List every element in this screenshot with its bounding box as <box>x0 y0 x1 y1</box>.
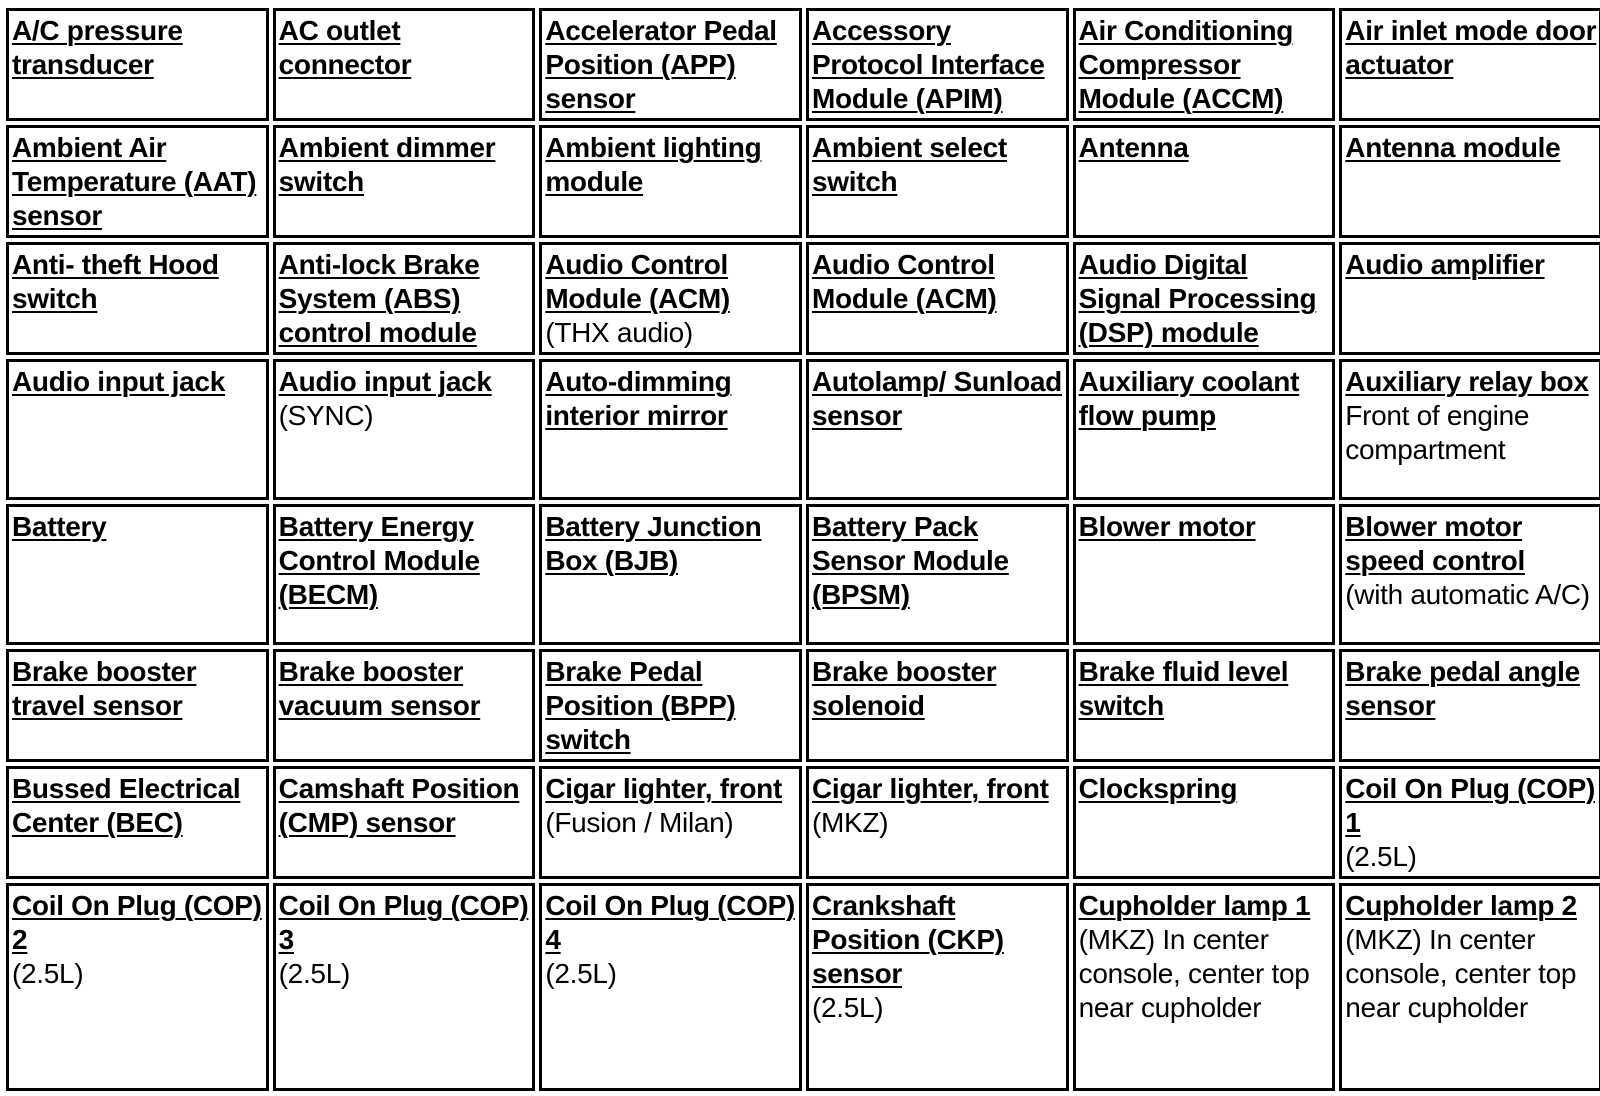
component-cell <box>539 883 802 1091</box>
component-link[interactable]: Air inlet mode door actuator <box>1345 15 1597 80</box>
component-link[interactable]: Coil On Plug (COP) 4 <box>545 890 796 955</box>
component-location-note: (Fusion / Milan) <box>545 807 734 838</box>
component-link[interactable]: Audio input jack <box>278 366 492 397</box>
component-link[interactable]: Ambient Air Temperature (AAT) sensor <box>12 132 257 231</box>
component-cell <box>6 883 269 1091</box>
component-link[interactable]: Antenna <box>1078 132 1189 163</box>
component-link[interactable]: Brake fluid level switch <box>1078 656 1289 721</box>
component-link[interactable]: Brake pedal angle sensor <box>1345 656 1580 721</box>
component-link[interactable]: Anti- theft Hood switch <box>12 249 219 314</box>
component-cell <box>273 359 536 500</box>
component-cell <box>1073 883 1336 1091</box>
component-cell <box>1339 504 1600 645</box>
component-cell <box>1073 125 1336 238</box>
component-cell <box>273 766 536 879</box>
component-location-note: (2.5L) <box>545 958 617 989</box>
component-link[interactable]: Battery Pack Sensor Module (BPSM) <box>811 511 1009 610</box>
component-link[interactable]: Antenna module <box>1345 132 1561 163</box>
component-link[interactable]: Brake booster solenoid <box>811 656 997 721</box>
component-link[interactable]: Cigar lighter, front <box>811 773 1049 804</box>
component-link[interactable]: Camshaft Position (CMP) sensor <box>278 773 520 838</box>
component-cell <box>806 766 1069 879</box>
component-cell <box>539 766 802 879</box>
component-link[interactable]: Cupholder lamp 2 <box>1345 890 1577 921</box>
component-cell <box>6 504 269 645</box>
component-cell <box>6 242 269 355</box>
component-link[interactable]: Coil On Plug (COP) 1 <box>1345 773 1595 838</box>
component-cell <box>1073 359 1336 500</box>
component-cell <box>539 242 802 355</box>
component-cell <box>1073 766 1336 879</box>
component-cell <box>806 8 1069 121</box>
component-link[interactable]: Auxiliary coolant flow pump <box>1078 366 1300 431</box>
component-location-note: (2.5L) <box>811 992 884 1023</box>
component-link[interactable]: Auxiliary relay box <box>1345 366 1589 397</box>
component-link[interactable]: Blower motor <box>1078 511 1256 542</box>
component-location-note: (with automatic A/C) <box>1345 579 1590 610</box>
component-location-note: (2.5L) <box>12 958 84 989</box>
table-row <box>6 359 1600 500</box>
component-link[interactable]: Autolamp/ Sunload sensor <box>811 366 1062 431</box>
component-link[interactable]: Anti-lock Brake System (ABS) control module <box>278 249 480 348</box>
component-link[interactable]: Accessory Protocol Interface Module (APIM) <box>811 15 1045 114</box>
component-link[interactable]: Audio Control Module (ACM) <box>811 249 997 314</box>
component-link[interactable]: Auto-dimming interior mirror <box>545 366 732 431</box>
component-cell <box>1339 766 1600 879</box>
component-index-body <box>6 8 1600 1091</box>
component-link[interactable]: Ambient lighting module <box>545 132 762 197</box>
component-location-note: (2.5L) <box>1345 841 1417 872</box>
component-location-note: (MKZ) In center console, center top near cupholder <box>1078 924 1310 1023</box>
component-cell <box>273 649 536 762</box>
component-location-note: (2.5L) <box>278 958 351 989</box>
component-link[interactable]: AC outlet connector <box>278 15 412 80</box>
component-link[interactable]: Blower motor speed control <box>1345 511 1525 576</box>
component-cell <box>6 766 269 879</box>
component-link[interactable]: Audio Digital Signal Processing (DSP) module <box>1078 249 1317 348</box>
component-cell <box>539 125 802 238</box>
component-cell <box>806 504 1069 645</box>
table-row <box>6 504 1600 645</box>
component-cell <box>1339 883 1600 1091</box>
component-location-note: (MKZ) In center console, center top near cupholder <box>1345 924 1577 1023</box>
component-link[interactable]: Bussed Electrical Center (BEC) <box>12 773 241 838</box>
component-link[interactable]: Coil On Plug (COP) 2 <box>12 890 262 955</box>
component-link[interactable]: Crankshaft Position (CKP) sensor <box>811 890 1004 989</box>
component-link[interactable]: Brake booster vacuum sensor <box>278 656 481 721</box>
component-cell <box>6 649 269 762</box>
component-cell <box>1073 242 1336 355</box>
component-link[interactable]: Audio Control Module (ACM) <box>545 249 730 314</box>
component-cell <box>1073 649 1336 762</box>
component-cell <box>1073 504 1336 645</box>
component-cell <box>806 883 1069 1091</box>
component-cell <box>273 504 536 645</box>
component-cell <box>1073 8 1336 121</box>
component-cell <box>1339 242 1600 355</box>
component-location-note: (MKZ) <box>811 807 889 838</box>
table-row <box>6 766 1600 879</box>
component-location-note: (THX audio) <box>545 317 693 348</box>
component-link[interactable]: Battery Junction Box (BJB) <box>545 511 762 576</box>
component-cell <box>273 8 536 121</box>
component-cell <box>1339 649 1600 762</box>
component-cell <box>806 359 1069 500</box>
component-location-note: (SYNC) <box>278 400 374 431</box>
component-cell <box>6 125 269 238</box>
component-cell <box>1339 359 1600 500</box>
table-row <box>6 649 1600 762</box>
component-cell <box>806 649 1069 762</box>
component-link[interactable]: Cupholder lamp 1 <box>1078 890 1311 921</box>
component-link[interactable]: Ambient select switch <box>811 132 1007 197</box>
component-link[interactable]: Brake Pedal Position (BPP) switch <box>545 656 736 755</box>
component-cell <box>539 359 802 500</box>
component-cell <box>539 504 802 645</box>
table-row <box>6 242 1600 355</box>
component-cell <box>1339 125 1600 238</box>
component-cell <box>273 242 536 355</box>
component-link[interactable]: Battery Energy Control Module (BECM) <box>278 511 480 610</box>
table-row <box>6 125 1600 238</box>
component-link[interactable]: Brake booster travel sensor <box>12 656 197 721</box>
component-cell <box>539 649 802 762</box>
component-cell <box>273 125 536 238</box>
table-row <box>6 8 1600 121</box>
component-location-note: Front of engine compartment <box>1345 400 1530 465</box>
component-cell <box>539 8 802 121</box>
component-cell <box>6 359 269 500</box>
component-index-table <box>2 4 1600 1095</box>
component-link[interactable]: Battery <box>12 511 107 542</box>
table-row <box>6 883 1600 1091</box>
component-link[interactable]: A/C pressure transducer <box>12 15 183 80</box>
component-cell <box>806 125 1069 238</box>
component-link[interactable]: Air Conditioning Compressor Module (ACCM) <box>1078 15 1294 114</box>
component-cell <box>6 8 269 121</box>
component-link[interactable]: Accelerator Pedal Position (APP) sensor <box>545 15 777 114</box>
component-cell <box>806 242 1069 355</box>
component-link[interactable]: Ambient dimmer switch <box>278 132 496 197</box>
component-link[interactable]: Clockspring <box>1078 773 1238 804</box>
component-link[interactable]: Cigar lighter, front <box>545 773 782 804</box>
component-link[interactable]: Audio amplifier <box>1345 249 1545 280</box>
component-link[interactable]: Audio input jack <box>12 366 225 397</box>
component-link[interactable]: Coil On Plug (COP) 3 <box>278 890 529 955</box>
component-cell <box>1339 8 1600 121</box>
component-cell <box>273 883 536 1091</box>
